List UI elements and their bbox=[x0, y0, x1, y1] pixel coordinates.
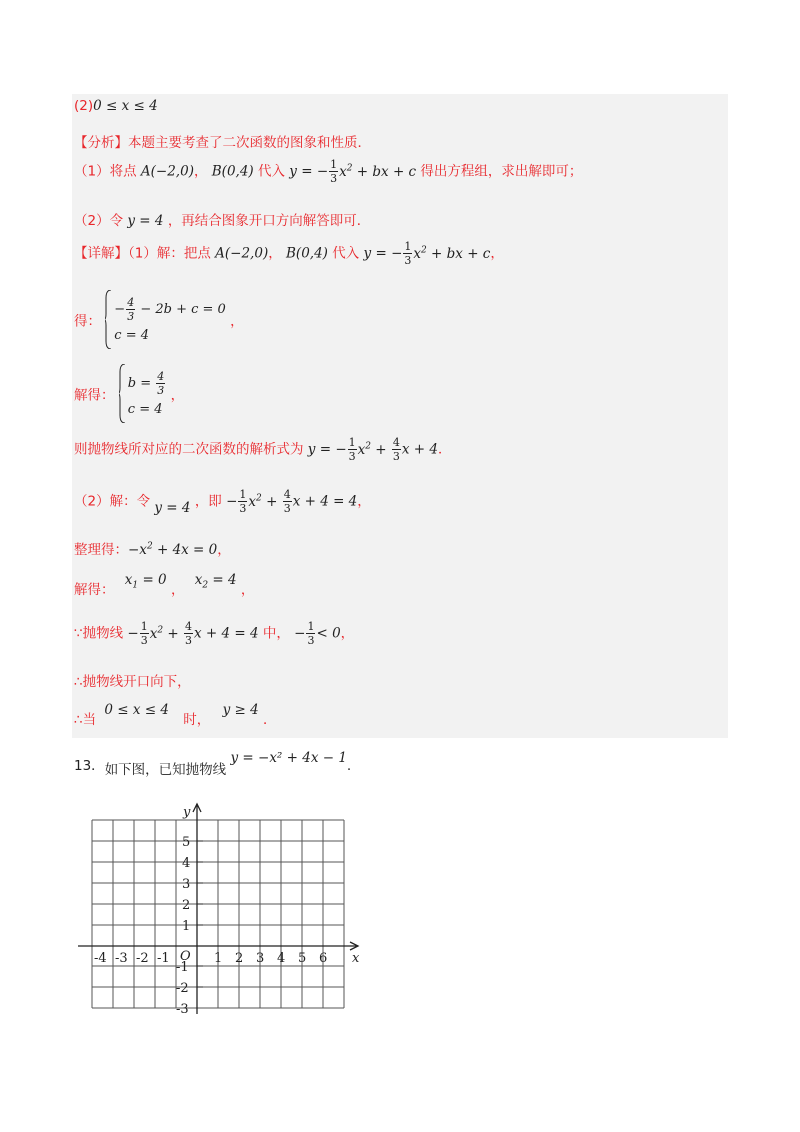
x-tick-label: 4 bbox=[277, 951, 286, 966]
y-tick-label: -3 bbox=[176, 1002, 189, 1017]
x-tick-label: 2 bbox=[235, 951, 244, 966]
y-axis-label: y bbox=[183, 805, 191, 820]
y-tick-label: 5 bbox=[182, 835, 191, 850]
detail-intro: 【详解】（1）解：把点 A(−2,0)， B(0,4) 代入 y = − $\frac{1}{3}$ $x^2$ + bx + c， bbox=[74, 240, 504, 267]
origin-label: O bbox=[180, 949, 191, 964]
question-13: 13．如下图，已知抛物线 y = −x² + 4x − 1. bbox=[74, 750, 352, 778]
x-tick-label: -3 bbox=[115, 951, 128, 966]
grid-svg bbox=[76, 800, 366, 1020]
detail-because: ∵抛物线 − $\frac{1}{3}$ $x^2$ + $\frac{4}{3}$ x + 4 = 4 中， − $\frac{1}{3}$ < 0， bbox=[74, 620, 355, 647]
y-tick-label: -1 bbox=[176, 960, 189, 975]
detail-roots: 解得： $x_1 = 0$ ， $x_2 = 4$ ， bbox=[74, 572, 255, 598]
y-tick-label: 3 bbox=[182, 877, 191, 892]
analysis-step1: （1）将点 A(−2,0)， B(0,4) 代入 y = − $\frac{1}{3}$ $x^2$ + bx + c 得出方程组，求出解即可； bbox=[74, 158, 583, 185]
x-tick-label: -4 bbox=[94, 951, 107, 966]
x-tick-label: 1 bbox=[214, 951, 223, 966]
detail-therefore2: ∴当 0 ≤ x ≤ 4 时， y ≥ 4 ． bbox=[74, 702, 277, 728]
part2-answer: (2)0 ≤ x ≤ 4 bbox=[74, 98, 158, 114]
detail-system1: 得： − $\frac{4}{3}$ − 2b + c = 0 c = 4 ， bbox=[74, 290, 244, 349]
x-tick-label: 6 bbox=[319, 951, 328, 966]
x-axis-label: x bbox=[352, 951, 360, 966]
x-tick-label: -2 bbox=[136, 951, 149, 966]
analysis-line: 【分析】本题主要考查了二次函数的图象和性质． bbox=[74, 135, 371, 151]
x-tick-label: 5 bbox=[298, 951, 307, 966]
detail-part2: （2）解：令 y = 4 ，即 − $\frac{1}{3}$ $x^2$ + $\frac{4}{3}$ x + 4 = 4， bbox=[74, 488, 371, 516]
y-tick-label: 1 bbox=[182, 919, 191, 934]
coordinate-grid bbox=[76, 800, 366, 1024]
detail-therefore1: ∴抛物线开口向下， bbox=[74, 674, 191, 690]
detail-result: 则抛物线所对应的二次函数的解析式为 y = − $\frac{1}{3}$ $x^2$ + $\frac{4}{3}$ x + 4． bbox=[74, 436, 452, 463]
x-tick-label: 3 bbox=[256, 951, 265, 966]
analysis-step2: （2）令 y = 4 ，再结合图象开口方向解答即可． bbox=[74, 213, 371, 229]
detail-simplify: 整理得：$-x^2 + 4x = 0$， bbox=[74, 541, 231, 558]
y-tick-label: 4 bbox=[182, 856, 191, 871]
x-tick-label: -1 bbox=[157, 951, 170, 966]
detail-system2: 解得： b = $\frac{4}{3}$ c = 4 ， bbox=[74, 364, 184, 423]
y-tick-label: -2 bbox=[176, 981, 189, 996]
y-tick-label: 2 bbox=[182, 898, 191, 913]
